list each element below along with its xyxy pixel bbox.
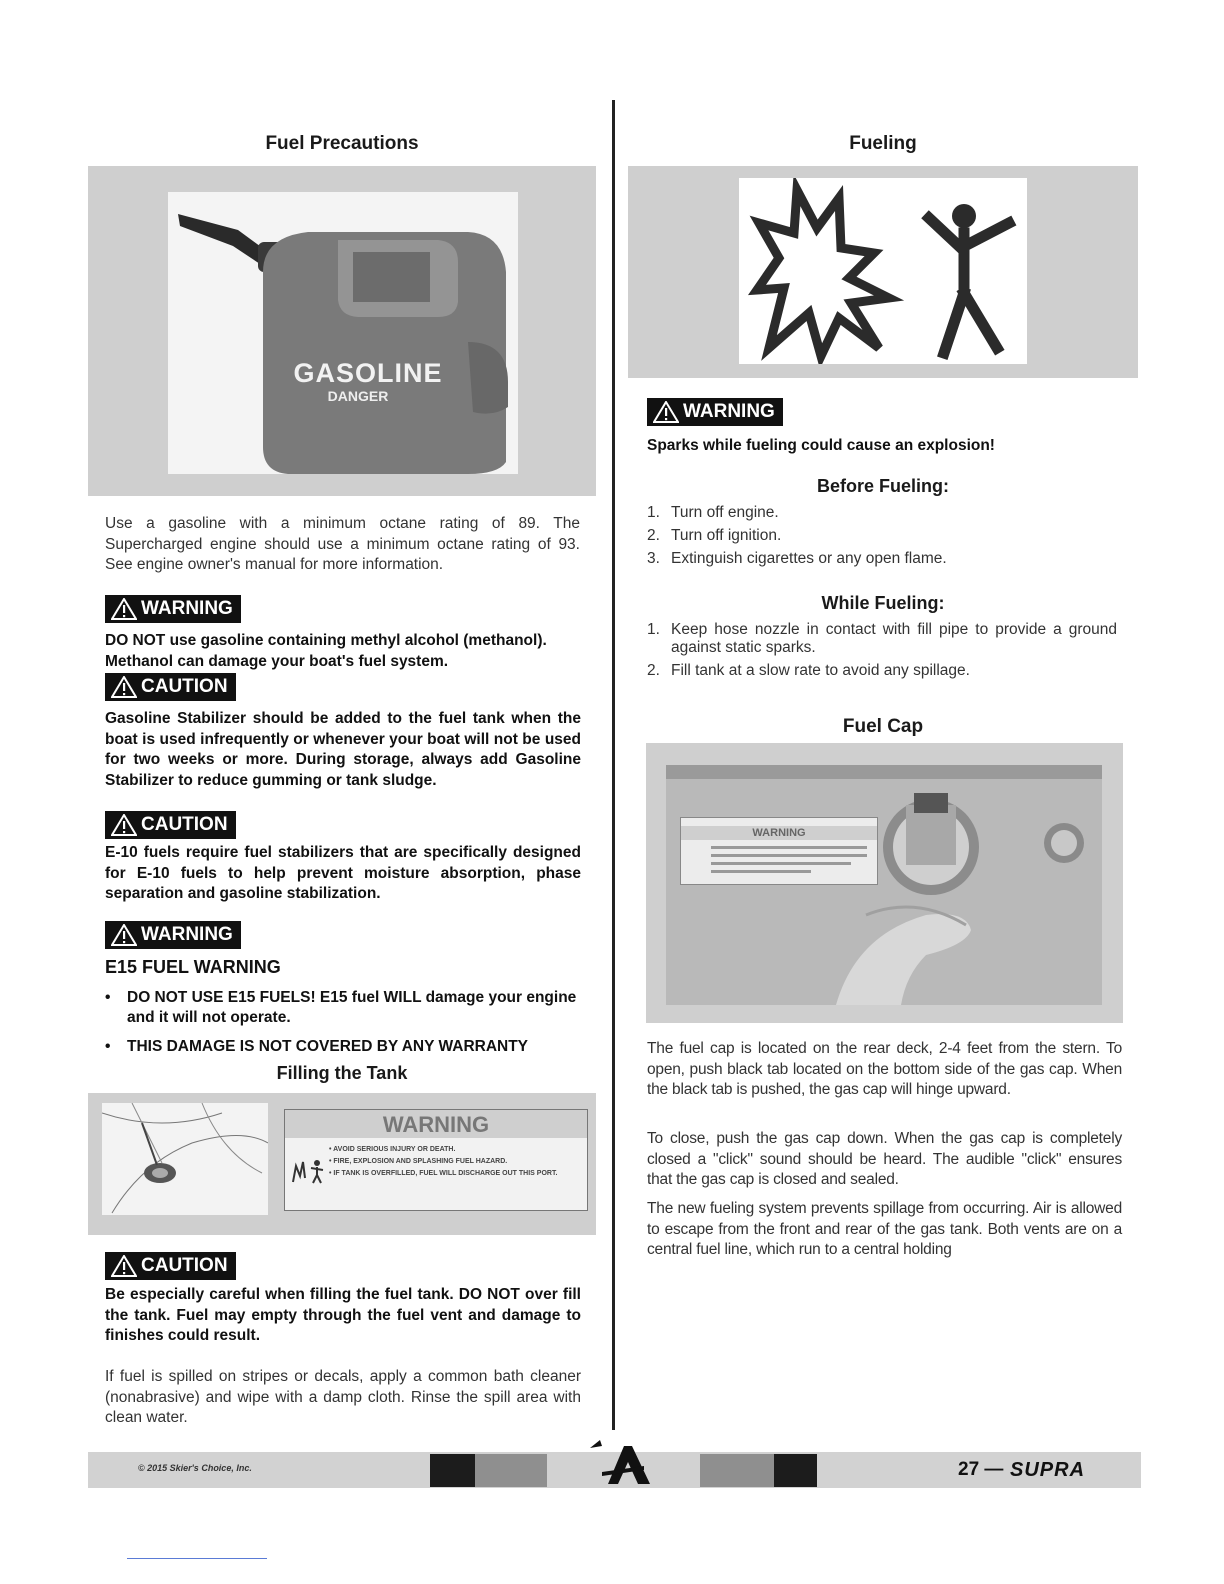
fuel-cap-photo <box>666 765 1102 1005</box>
bottom-rule <box>127 1558 267 1559</box>
gas-can-photo <box>168 192 518 474</box>
fuel-cap-title: Fuel Cap <box>842 716 924 737</box>
page-number: 27 — <box>958 1459 1004 1480</box>
warning-triangle-icon <box>111 676 137 698</box>
e10-caution-text: E-10 fuels require fuel stabilizers that are specifically designed for E-10 fuels to help prevent moisture absorption, phase separation and gasoline stabilization. <box>105 844 581 902</box>
warning-triangle-icon <box>111 598 137 620</box>
label-line: • IF TANK IS OVERFILLED, FUEL WILL DISCHARGE OUT THIS PORT. <box>329 1170 558 1177</box>
fuel-precautions-title: Fuel Precautions <box>265 133 419 154</box>
warning-triangle-icon <box>653 401 679 423</box>
can-label-danger: DANGER <box>327 388 389 404</box>
caution-badge-label: CAUTION <box>141 1255 228 1276</box>
fuel-cap-paragraph-3: The new fueling system prevents spillage from occurring. Air is allowed to escape from the front and rear of the gas tank. Both vents are on a central fuel line, which run to a central holding <box>647 1200 1122 1258</box>
methanol-warning-text: DO NOT use gasoline containing methyl alcohol (methanol). Methanol can damage your boat's fuel system. <box>105 632 547 670</box>
supra-logo-icon <box>588 1436 658 1488</box>
fuel-cap-photo-frame <box>646 743 1123 1023</box>
decal-line <box>711 854 867 857</box>
before-fueling-steps <box>647 504 1122 573</box>
e15-heading: E15 FUEL WARNING <box>105 957 281 977</box>
e15-bullet-list <box>105 988 579 1066</box>
label-line: • FIRE, EXPLOSION AND SPLASHING FUEL HAZARD. <box>329 1158 508 1165</box>
while-fueling-title: While Fueling: <box>821 593 945 613</box>
step-text: Keep hose nozzle in contact with fill pipe to provide a ground against static sparks. <box>671 621 1117 656</box>
step-number: 2. <box>647 662 660 679</box>
caution-badge <box>105 673 236 701</box>
octane-paragraph: Use a gasoline with a minimum octane rating of 89. The Supercharged engine should use a minimum octane rating of 93. See engine owner's manual for more information. <box>105 515 580 573</box>
decal-title: WARNING <box>681 826 877 840</box>
gas-can-illustration <box>168 192 518 474</box>
fuel-warning-label <box>284 1109 588 1211</box>
step-text: Extinguish cigarettes or any open flame. <box>671 550 947 567</box>
warning-badge-label: WARNING <box>141 924 233 945</box>
step-number: 3. <box>647 550 660 567</box>
spill-paragraph: If fuel is spilled on stripes or decals, apply a common bath cleaner (nonabrasive) and wipe with a damp cloth. Rinse the spill area with clean water. <box>105 1368 581 1426</box>
label-header <box>285 1110 587 1138</box>
column-divider <box>612 100 615 1430</box>
warning-badge <box>105 921 241 949</box>
while-fueling-steps <box>647 621 1117 685</box>
fuel-cap-paragraph-2: To close, push the gas cap down. When the gas cap is completely closed a "click" sound should be heard. The audible "click" ensures that the gas cap is closed and sealed. <box>647 1130 1122 1188</box>
sparks-warning-text: Sparks while fueling could cause an explosion! <box>647 437 995 454</box>
warning-badge <box>105 595 241 623</box>
list-item <box>647 504 1122 522</box>
footer-block-grey <box>475 1454 547 1487</box>
deck-warning-decal <box>680 817 878 885</box>
warning-badge-label: WARNING <box>683 401 775 422</box>
list-item <box>647 527 1122 545</box>
caution-badge <box>105 811 236 839</box>
step-text: Fill tank at a slow rate to avoid any spillage. <box>671 662 970 679</box>
footer-block-dark <box>774 1454 817 1487</box>
before-fueling-title: Before Fueling: <box>816 476 949 496</box>
fuel-cap-illustration <box>666 765 1102 1005</box>
filling-tank-title: Filling the Tank <box>276 1063 408 1083</box>
stabilizer-caution-text: Gasoline Stabilizer should be added to the fuel tank when the boat is used infrequently or whenever your boat will not be used for two weeks or more. During storage, always add Gasoline Stabilizer to reduce gumming or tank sludge. <box>105 710 581 789</box>
copyright: © 2015 Skier's Choice, Inc. <box>138 1463 252 1473</box>
list-item <box>647 621 1117 657</box>
explosion-hazard-icon <box>739 178 1027 364</box>
list-item: • THIS DAMAGE IS NOT COVERED BY ANY WARRANTY <box>105 1037 579 1057</box>
warning-badge <box>647 398 783 426</box>
step-number: 1. <box>647 504 660 521</box>
list-item <box>647 662 1117 680</box>
footer-block-grey <box>700 1454 774 1487</box>
gas-can-photo-frame <box>88 166 596 496</box>
decal-line <box>711 862 851 865</box>
step-text: Turn off engine. <box>671 504 779 521</box>
warning-triangle-icon <box>111 814 137 836</box>
brand-wordmark: SUPRA <box>1010 1459 1086 1481</box>
decal-line <box>711 870 811 873</box>
list-item: • DO NOT USE E15 FUELS! E15 fuel WILL damage your engine and it will not operate. <box>105 988 579 1028</box>
fuel-cap-paragraph-1: The fuel cap is located on the rear deck, 2-4 feet from the stern. To open, push black tab located on the bottom side of the gas cap. When the black tab is pushed, the gas cap will hinge upward. <box>647 1040 1122 1098</box>
warning-badge-label: WARNING <box>141 598 233 619</box>
label-title: WARNING <box>382 1112 490 1137</box>
label-lines <box>329 1144 581 1180</box>
step-number: 2. <box>647 527 660 544</box>
explosion-person-icon <box>291 1158 325 1184</box>
step-number: 1. <box>647 621 660 638</box>
warning-triangle-icon <box>111 924 137 946</box>
label-line: • AVOID SERIOUS INJURY OR DEATH. <box>329 1146 456 1153</box>
fill-port-illustration <box>102 1103 268 1215</box>
caution-badge-label: CAUTION <box>141 676 228 697</box>
footer-block-dark <box>430 1454 475 1487</box>
fueling-title: Fueling <box>849 133 917 154</box>
fill-port-drawing <box>102 1103 268 1215</box>
list-item <box>647 550 1122 568</box>
caution-badge-label: CAUTION <box>141 814 228 835</box>
decal-line <box>711 846 867 849</box>
filling-tank-figure-frame <box>88 1093 596 1235</box>
static-spark-figure-frame <box>628 166 1138 378</box>
overfill-caution-text: Be especially careful when filling the fuel tank. DO NOT over fill the tank. Fuel may empty through the fuel vent and damage to finishes could result. <box>105 1286 581 1344</box>
caution-badge <box>105 1252 236 1280</box>
step-text: Turn off ignition. <box>671 527 782 544</box>
can-label-gasoline: GASOLINE <box>293 358 443 388</box>
warning-triangle-icon <box>111 1255 137 1277</box>
static-spark-figure <box>739 178 1027 364</box>
